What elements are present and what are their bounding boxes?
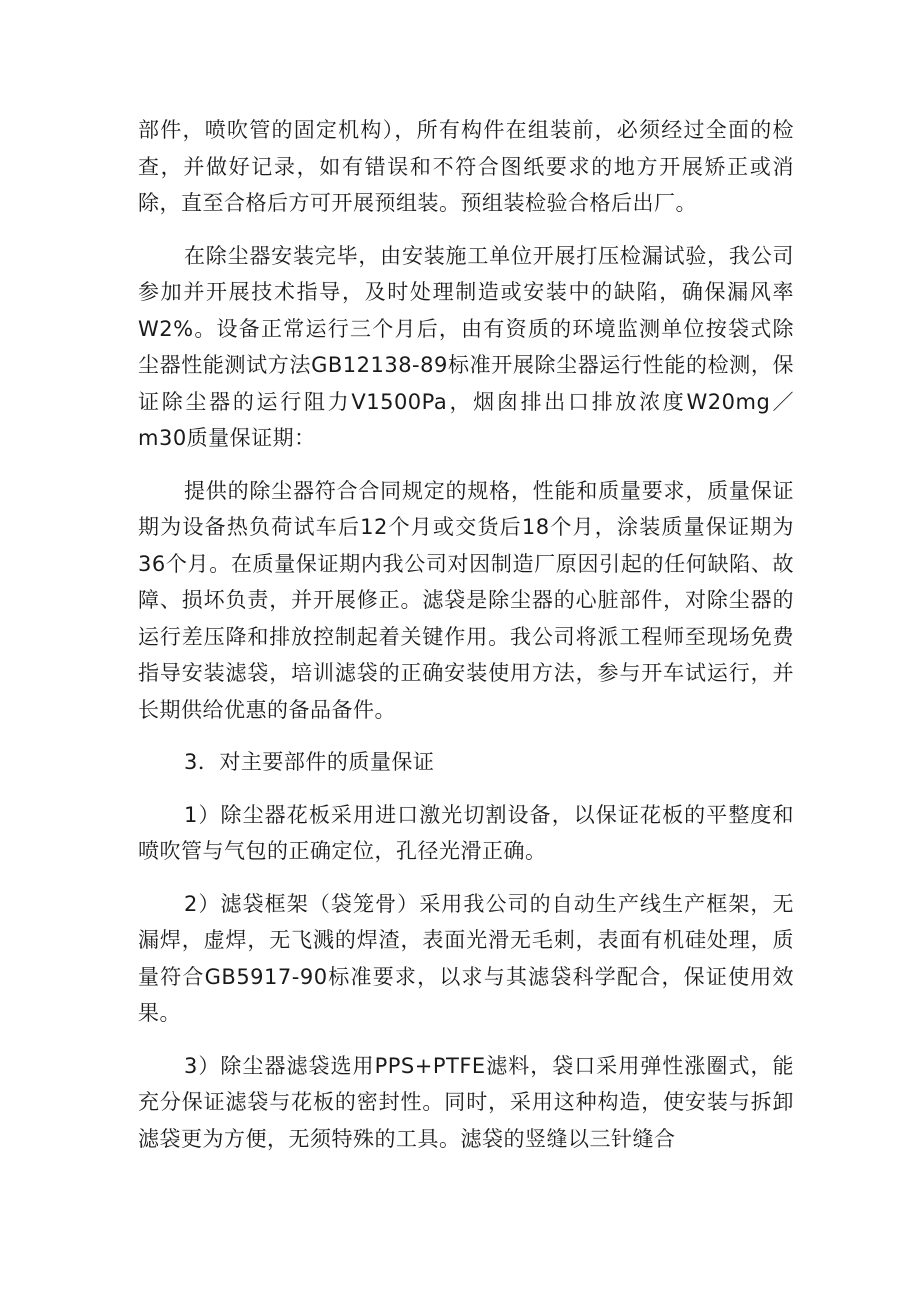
paragraph-leak-test: 在除尘器安装完毕，由安装施工单位开展打压检漏试验，我公司参加并开展技术指导，及时处理制造或安装中的缺陷，确保漏风率W2%。设备正常运行三个月后，由有资质的环境监测单位按袋式除尘器性能测试方法GB12138-89标准开展除尘器运行性能的检测，保证除尘器的运行阻力V1500Pa，烟囱排出口排放浓度W20mg／m30质量保证期： [138, 243, 794, 450]
paragraph-item-2: 2）滤袋框架（袋笼骨）采用我公司的自动生产线生产框架，无漏焊，虚焊，无飞溅的焊渣，表面光滑无毛刺，表面有机硅处理，质量符合GB5917-90标准要求，以求与其滤袋科学配合，保证使用效果。 [138, 891, 794, 1025]
section-heading-main-parts: 3．对主要部件的质量保证 [184, 750, 435, 774]
paragraph-warranty: 提供的除尘器符合合同规定的规格，性能和质量要求，质量保证期为设备热负荷试车后12个月或交货后18个月，涂装质量保证期为36个月。在质量保证期内我公司对因制造厂原因引起的任何缺陷、故障、损坏负责，并开展修正。滤袋是除尘器的心脏部件，对除尘器的运行差压降和排放控制起着关键作用。我公司将派工程师至现场免费指导安装滤袋，培训滤袋的正确安装使用方法，参与开车试运行，并长期供给优惠的备品备件。 [138, 478, 794, 722]
document-body [138, 112, 794, 1173]
paragraph-continuation: 部件，喷吹管的固定机构），所有构件在组装前，必须经过全面的检查，并做好记录，如有错误和不符合图纸要求的地方开展矫正或消除，直至合格后方可开展预组装。预组装检验合格后出厂。 [138, 118, 794, 215]
paragraph-item-1: 1）除尘器花板采用进口激光切割设备，以保证花板的平整度和喷吹管与气包的正确定位，孔径光滑正确。 [138, 802, 794, 863]
paragraph-item-3: 3）除尘器滤袋选用PPS+PTFE滤料，袋口采用弹性涨圈式，能充分保证滤袋与花板的密封性。同时，采用这种构造，使安装与拆卸滤袋更为方便，无须特殊的工具。滤袋的竖缝以三针缝合 [138, 1053, 794, 1151]
